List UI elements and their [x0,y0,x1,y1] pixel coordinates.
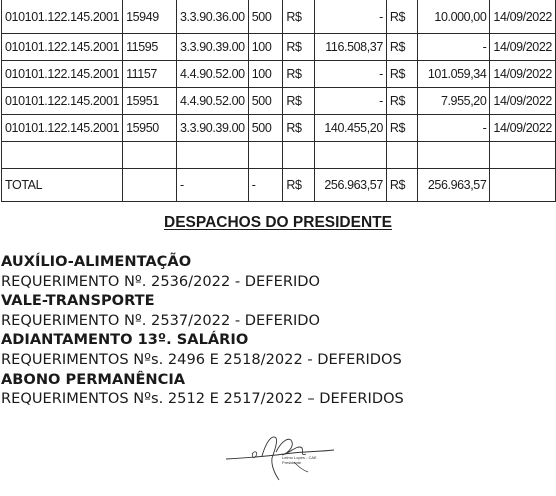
signatory-name: Lelmo Lopes - CAE [282,455,317,460]
table-row [2,88,556,115]
amount-cell: - [314,88,386,115]
commitment-cell: 11595 [123,34,177,61]
section-heading [0,214,556,232]
account-cell: 010101.122.145.2001 [2,88,123,115]
element-cell: 3.3.90.36.00 [177,0,249,34]
amount-cell: 7.955,20 [418,88,490,115]
financial-table [1,0,556,202]
table-row [2,0,556,34]
table-row [2,34,556,61]
source-cell: 100 [248,61,283,88]
amount-cell: 140.455,20 [314,115,386,142]
date-cell: 14/09/2022 [490,0,556,34]
section-heading-text: DESPACHOS DO PRESIDENTE [164,214,392,231]
despacho-text: REQUERIMENTOS Nºs. 2512 E 2517/2022 – DEFERIDOS [1,390,404,408]
amount-cell: 10.000,00 [418,0,490,34]
commitment-cell: 15949 [123,0,177,34]
element-cell: - [177,169,249,202]
element-cell: 3.3.90.39.00 [177,115,249,142]
table-row [2,115,556,142]
despacho-text: REQUERIMENTOS Nºs. 2496 E 2518/2022 - DEFERIDOS [1,350,402,368]
currency-cell: R$ [283,34,314,61]
signature-caption [282,455,317,465]
total-row [2,169,556,202]
element-cell: 3.3.90.39.00 [177,34,249,61]
element-cell: 4.4.90.52.00 [177,88,249,115]
despacho-title: ABONO PERMANÊNCIA [1,370,186,388]
element-cell: 4.4.90.52.00 [177,61,249,88]
signatory-role: Presidente [282,460,302,465]
amount-cell: 116.508,37 [314,34,386,61]
commitment-cell: 15951 [123,88,177,115]
currency-cell: R$ [386,88,417,115]
amount-cell: - [314,0,386,34]
total-amount: 256.963,57 [418,169,490,202]
date-cell: 14/09/2022 [490,34,556,61]
currency-cell: R$ [386,115,417,142]
despacho-title: AUXÍLIO-ALIMENTAÇÃO [1,253,192,270]
account-cell: 010101.122.145.2001 [2,115,123,142]
source-cell: 100 [248,34,283,61]
table-row [2,61,556,88]
account-cell: 010101.122.145.2001 [2,61,123,88]
amount-cell: - [418,115,490,142]
currency-cell: R$ [386,169,417,202]
despachos-list [1,252,404,409]
currency-cell: R$ [386,34,417,61]
date-cell: 14/09/2022 [490,88,556,115]
account-cell: 010101.122.145.2001 [2,0,123,34]
amount-cell: 101.059,34 [418,61,490,88]
commitment-cell: 15950 [123,115,177,142]
currency-cell: R$ [386,0,417,34]
despacho-text: REQUERIMENTO Nº. 2537/2022 - DEFERIDO [1,311,321,329]
currency-cell: R$ [283,88,314,115]
account-cell: 010101.122.145.2001 [2,34,123,61]
despacho-title: ADIANTAMENTO 13º. SALÁRIO [1,331,249,349]
amount-cell: - [314,61,386,88]
source-cell: - [248,169,283,202]
despacho-title: VALE-TRANSPORTE [1,292,155,310]
currency-cell: R$ [283,169,314,202]
empty-row [2,142,556,169]
source-cell: 500 [248,88,283,115]
currency-cell: R$ [283,115,314,142]
amount-cell: - [418,34,490,61]
date-cell: 14/09/2022 [490,61,556,88]
source-cell: 500 [248,115,283,142]
currency-cell: R$ [283,61,314,88]
source-cell: 500 [248,0,283,34]
currency-cell: R$ [386,61,417,88]
despacho-text: REQUERIMENTO Nº. 2536/2022 - DEFERIDO [1,272,321,290]
total-amount: 256.963,57 [314,169,386,202]
total-label: TOTAL [2,169,123,202]
currency-cell: R$ [283,0,314,34]
commitment-cell: 11157 [123,61,177,88]
date-cell: 14/09/2022 [490,115,556,142]
